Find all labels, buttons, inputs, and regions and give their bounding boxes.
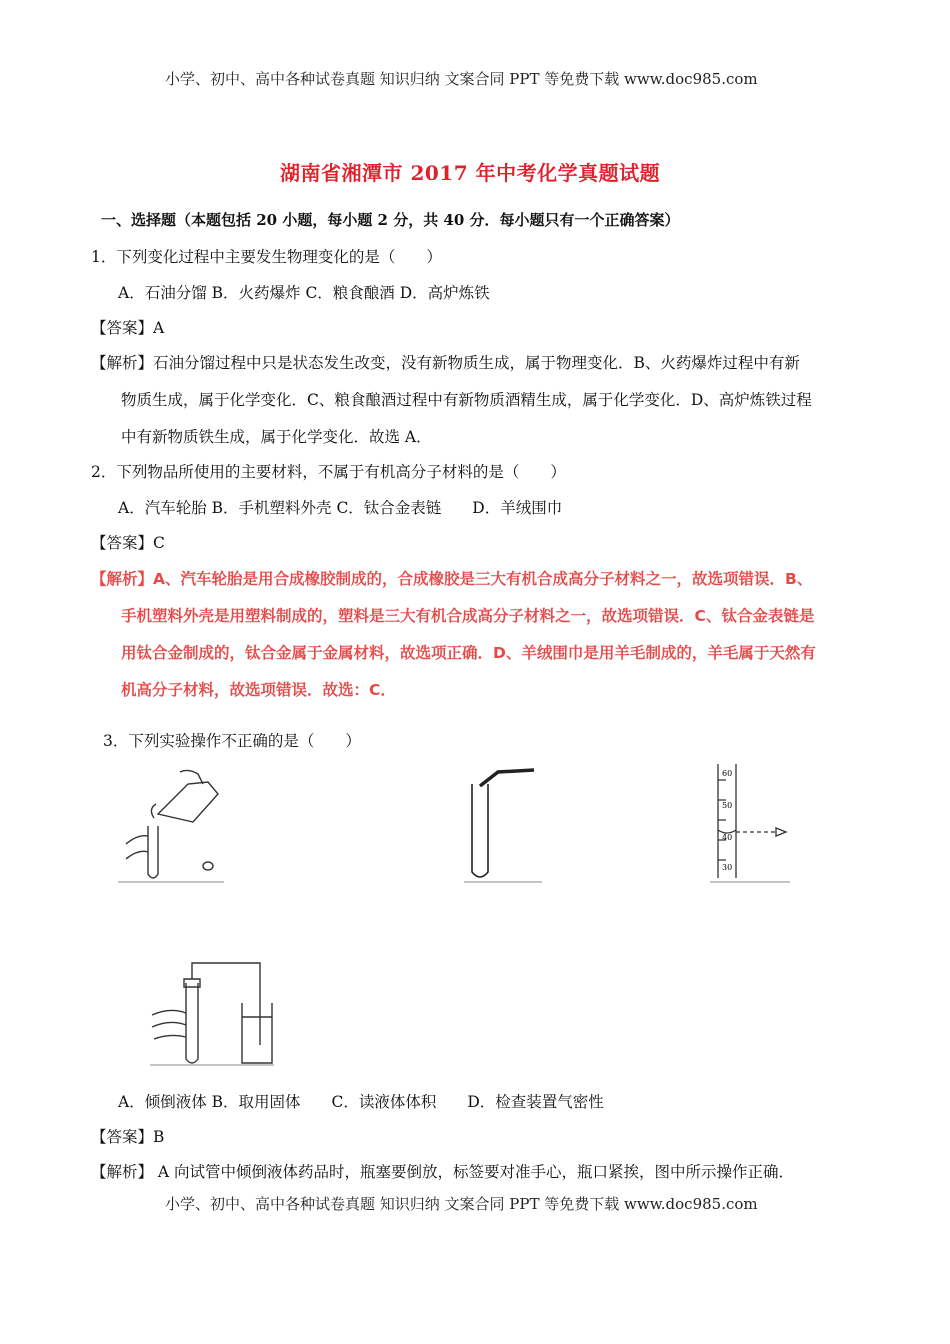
q2-analysis-line: 用钛合金制成的，钛合金属于金属材料，故选项正确．D、羊绒围巾是用羊毛制成的，羊毛属于天然有 [121, 644, 816, 662]
q2-analysis-line: 手机塑料外壳是用塑料制成的，塑料是三大有机合成高分子材料之一，故选项错误．C、钛合金表链是 [121, 607, 815, 625]
cylinder-tick-label: 40 [722, 833, 733, 842]
reading-volume-figure [706, 760, 796, 884]
page-title: 湖南省湘潭市 2017 年中考化学真题试题 [280, 161, 661, 185]
q2-analysis-line: 机高分子材料，故选项错误．故选：C． [121, 681, 396, 699]
q2-options: A．汽车轮胎 B．手机塑料外壳 C．钛合金表链 D．羊绒围巾 [118, 499, 563, 517]
cylinder-tick-label: 30 [722, 863, 733, 872]
q1-analysis-line: 【解析】石油分馏过程中只是状态发生改变，没有新物质生成，属于物理变化．B、火药爆炸过程中有新 [91, 354, 800, 372]
q3-analysis: 【解析】 A 向试管中倾倒液体药品时，瓶塞要倒放，标签要对准手心，瓶口紧挨，图中所示操作正确． [91, 1163, 795, 1181]
q1-analysis-line: 中有新物质铁生成，属于化学变化．故选 A． [121, 428, 432, 446]
q2-answer: 【答案】C [91, 534, 165, 552]
q1-stem: 1．下列变化过程中主要发生物理变化的是（ ） [91, 248, 442, 266]
section-heading: 一、选择题（本题包括 20 小题，每小题 2 分，共 40 分．每小题只有一个正确答案） [101, 211, 680, 229]
page-header: 小学、初中、高中各种试卷真题 知识归纳 文案合同 PPT 等免费下载 www.doc985.com [165, 70, 758, 88]
q2-analysis-line: 【解析】A、汽车轮胎是用合成橡胶制成的，合成橡胶是三大有机合成高分子材料之一，故选项错误．B、 [91, 570, 813, 588]
q1-analysis-line: 物质生成，属于化学变化．C、粮食酿酒过程中有新物质酒精生成，属于化学变化．D、高炉炼铁过程 [121, 391, 812, 409]
cylinder-tick-label: 60 [722, 769, 733, 778]
q1-answer: 【答案】A [91, 319, 165, 337]
taking-solid-figure [464, 764, 544, 884]
q1-options: A．石油分馏 B．火药爆炸 C．粮食酿酒 D．高炉炼铁 [118, 284, 490, 302]
q3-answer: 【答案】B [91, 1128, 165, 1146]
q3-options: A．倾倒液体 B．取用固体 C．读液体体积 D．检查装置气密性 [118, 1093, 604, 1111]
airtightness-check-figure [150, 955, 276, 1069]
pouring-liquid-figure [118, 764, 228, 884]
page-footer: 小学、初中、高中各种试卷真题 知识归纳 文案合同 PPT 等免费下载 www.doc985.com [165, 1195, 758, 1213]
cylinder-tick-label: 50 [722, 801, 733, 810]
q3-stem: 3．下列实验操作不正确的是（ ） [103, 732, 361, 750]
q2-stem: 2．下列物品所使用的主要材料，不属于有机高分子材料的是（ ） [91, 463, 566, 481]
